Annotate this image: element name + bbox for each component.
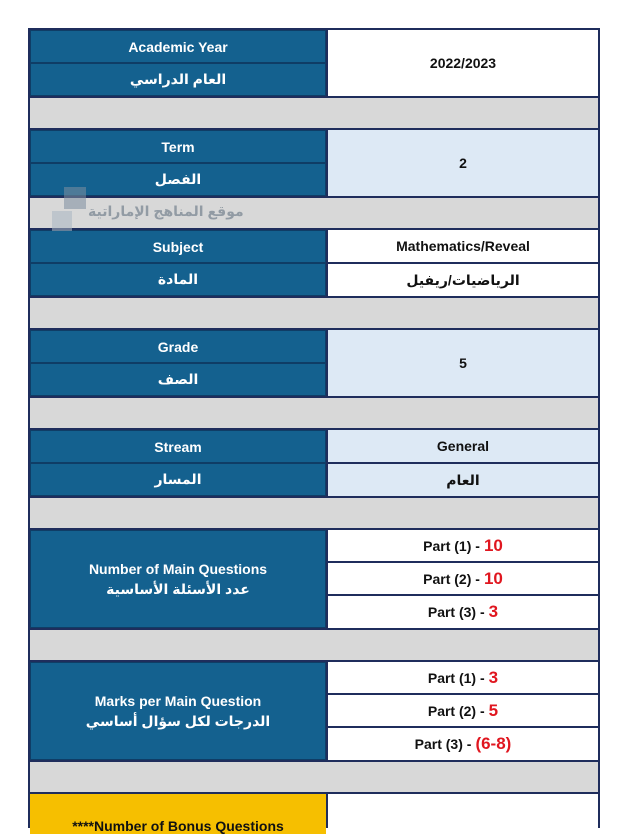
part-value: 10 (483, 568, 503, 588)
marks-label-en: Marks per Main Question (94, 693, 262, 709)
main-questions-label-ar: عدد الأسئلة الأساسية (106, 581, 250, 597)
part-value: 10 (483, 535, 503, 555)
main-questions-label-en: Number of Main Questions (88, 561, 268, 577)
subject-value-ar: الرياضيات/ريفيل (328, 264, 598, 296)
academic-year-label-en: Academic Year (30, 30, 326, 63)
separator (30, 762, 598, 792)
marks-label (30, 662, 326, 760)
marks-part-3 (328, 728, 598, 760)
main-questions-part-2 (328, 563, 598, 594)
part-label: Part (2) - (427, 702, 485, 719)
part-label: Part (1) - (423, 537, 480, 554)
part-label: Part (3) - (414, 736, 472, 752)
stream-label-ar: المسار (30, 463, 326, 496)
term-value: 2 (328, 130, 598, 196)
separator (30, 630, 598, 660)
stream-value-en: General (328, 430, 598, 462)
term-label-en: Term (30, 130, 326, 163)
grade-label-en: Grade (30, 330, 326, 363)
part-label: Part (3) - (427, 604, 485, 620)
bonus-value (328, 794, 598, 834)
part-value: 3 (488, 602, 499, 621)
academic-year-label-ar: العام الدراسي (30, 63, 326, 96)
marks-part-2 (328, 695, 598, 726)
grade-value: 5 (328, 330, 598, 396)
subject-value-en: Mathematics/Reveal (328, 230, 598, 262)
subject-label-en: Subject (30, 230, 326, 263)
info-table (28, 28, 600, 834)
marks-label-ar: الدرجات لكل سؤال أساسي (85, 713, 271, 729)
separator (30, 398, 598, 428)
main-questions-part-3 (328, 596, 598, 628)
main-questions-label (30, 530, 326, 628)
part-value: 3 (488, 667, 499, 687)
subject-label-ar: المادة (30, 263, 326, 296)
separator (30, 298, 598, 328)
grade-label-ar: الصف (30, 363, 326, 396)
part-value: 5 (488, 700, 499, 720)
main-questions-part-1 (328, 530, 598, 561)
term-label-ar: الفصل (30, 163, 326, 196)
academic-year-value: 2022/2023 (328, 30, 598, 96)
watermark-text: موقع المناهج الإماراتية (88, 203, 244, 219)
separator (30, 98, 598, 128)
separator (30, 198, 598, 228)
stream-value-ar: العام (328, 464, 598, 496)
part-label: Part (2) - (423, 570, 480, 587)
bonus-label: ****Number of Bonus Questions (30, 794, 326, 834)
stream-label-en: Stream (30, 430, 326, 463)
separator (30, 498, 598, 528)
part-value: (6-8) (475, 734, 512, 753)
part-label: Part (1) - (427, 669, 485, 686)
marks-part-1 (328, 662, 598, 693)
